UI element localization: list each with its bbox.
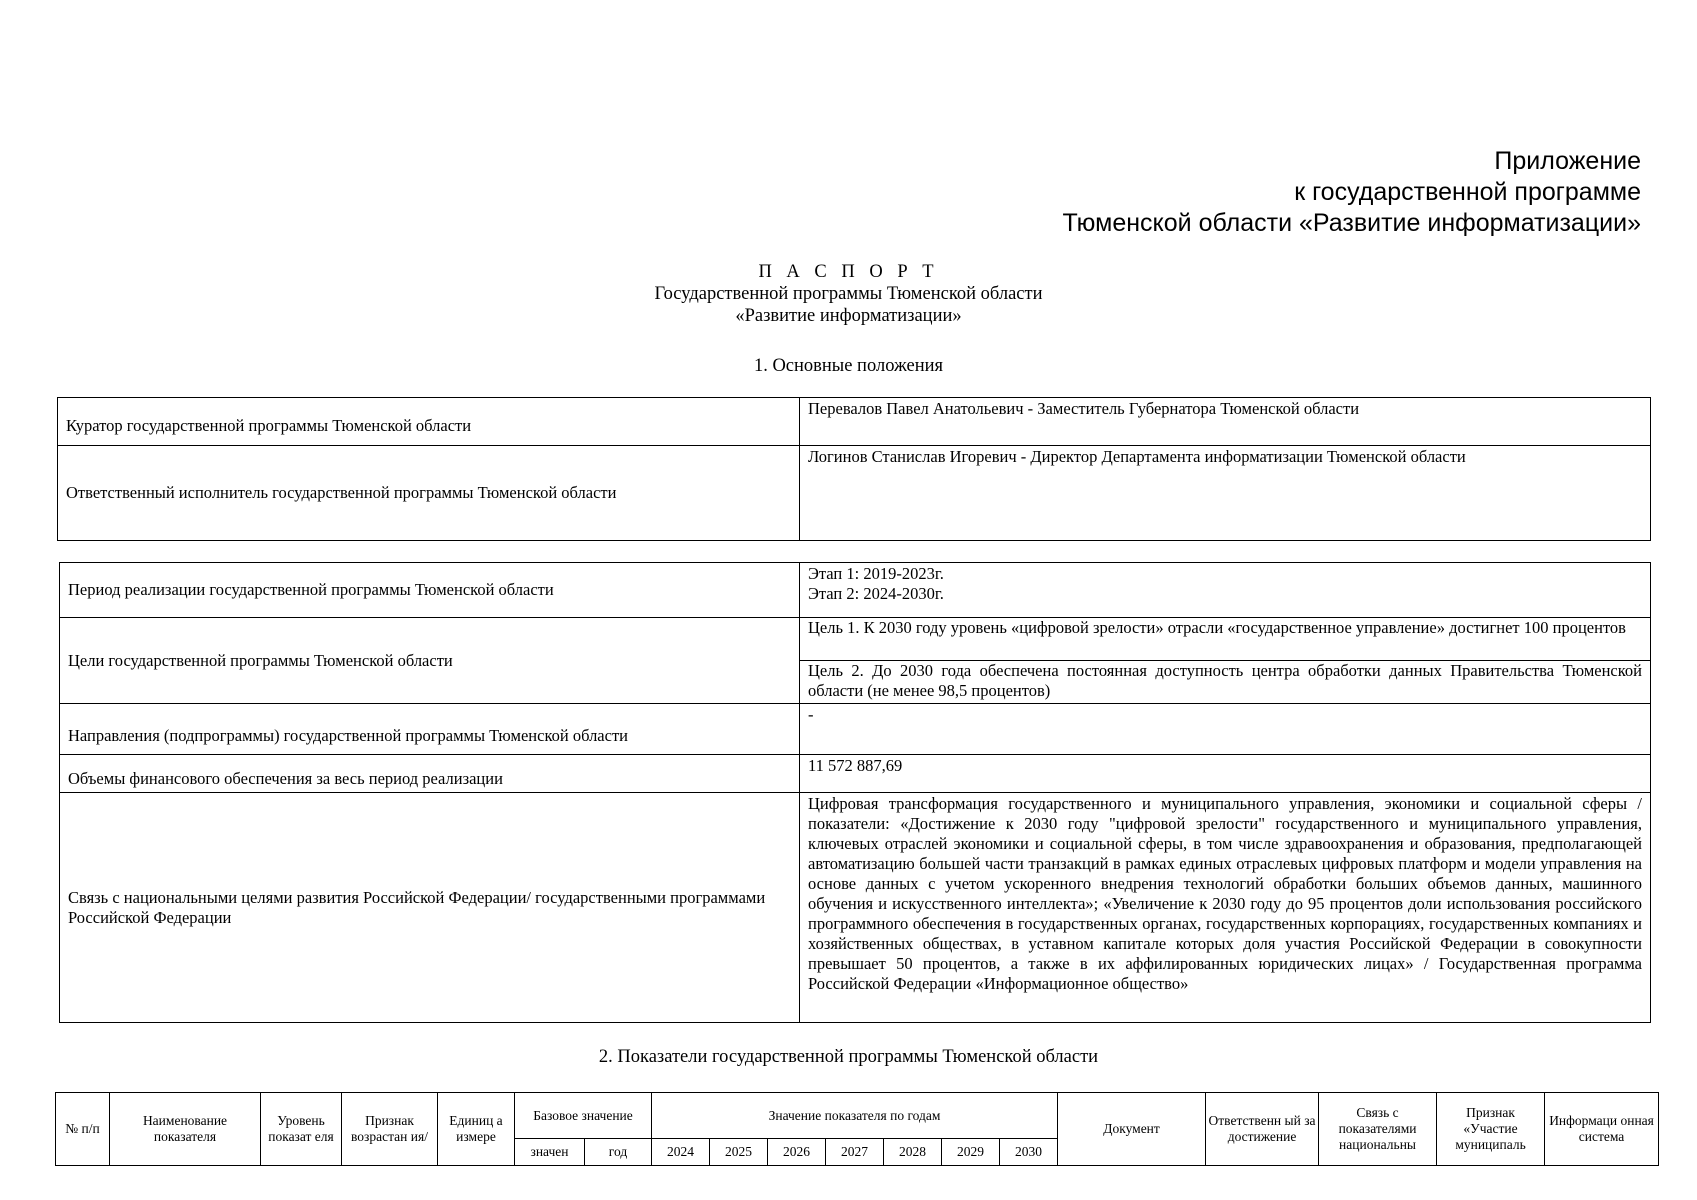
appendix-line-2: к государственной программе: [1294, 178, 1641, 206]
section-2-title: 2. Показатели государственной программы Тюменской области: [598, 1047, 1099, 1067]
passport-subtitle-2: «Развитие информатизации»: [735, 306, 962, 326]
appendix-line-3: Тюменской области «Развитие информатизации»: [1062, 209, 1641, 237]
header-year: 2025: [710, 1139, 768, 1166]
passport-subtitle-1: Государственной программы Тюменской области: [654, 284, 1043, 304]
table-row: [60, 618, 1651, 661]
header-year: 2026: [768, 1139, 826, 1166]
table-row: [60, 755, 1651, 793]
header-base-value: значен: [515, 1139, 585, 1166]
header-responsible: Ответственн ый за достижение: [1206, 1093, 1319, 1166]
header-year: 2029: [942, 1139, 1000, 1166]
period-stage-2: Этап 2: 2024-2030г.: [808, 584, 944, 603]
header-base: Базовое значение: [515, 1093, 652, 1139]
header-link: Связь с показателями национальны: [1319, 1093, 1437, 1166]
header-values-by-years: Значение показателя по годам: [652, 1093, 1058, 1139]
table-row: [60, 793, 1651, 1023]
main-provisions-table-b: [59, 562, 1651, 1023]
header-year: 2028: [884, 1139, 942, 1166]
appendix-heading: [941, 146, 1641, 239]
passport-title: П А С П О Р Т: [758, 262, 939, 282]
header-unit: Единиц а измере: [438, 1093, 515, 1166]
section-1-title: 1. Основные положения: [753, 356, 944, 376]
period-label: Период реализации государственной программы Тюменской области: [60, 563, 800, 618]
indicators-header-row: [56, 1093, 1659, 1139]
header-year: 2030: [1000, 1139, 1058, 1166]
appendix-line-1: Приложение: [1494, 147, 1641, 175]
period-stage-1: Этап 1: 2019-2023г.: [808, 564, 944, 583]
header-document: Документ: [1058, 1093, 1206, 1166]
header-name: Наименование показателя: [110, 1093, 261, 1166]
national-goals-label: Связь с национальными целями развития Российской Федерации/ государственными программами Российской Федерации: [60, 793, 800, 1023]
header-num: № п/п: [56, 1093, 110, 1166]
period-value: [800, 563, 1651, 618]
goal-2: Цель 2. До 2030 года обеспечена постоянная доступность центра обработки данных Правительства Тюменской области (не менее 98,5 процентов): [800, 661, 1651, 704]
header-year: 2027: [826, 1139, 884, 1166]
header-level: Уровень показат еля: [261, 1093, 342, 1166]
financing-label: Объемы финансового обеспечения за весь период реализации: [60, 755, 800, 793]
executor-label: Ответственный исполнитель государственной программы Тюменской области: [58, 446, 800, 541]
header-sign: Признак возрастан ия/: [342, 1093, 438, 1166]
table-row: [58, 398, 1651, 446]
passport-heading: [0, 261, 1697, 327]
financing-value: 11 572 887,69: [800, 755, 1651, 793]
executor-value: Логинов Станислав Игоревич - Директор Департамента информатизации Тюменской области: [800, 446, 1651, 541]
directions-label: Направления (подпрограммы) государственной программы Тюменской области: [60, 704, 800, 755]
goal-1: Цель 1. К 2030 году уровень «цифровой зрелости» отрасли «государственное управление» достигнет 100 процентов: [800, 618, 1651, 661]
header-base-year: год: [585, 1139, 652, 1166]
table-row: [60, 704, 1651, 755]
curator-label: Куратор государственной программы Тюменской области: [58, 398, 800, 446]
header-year: 2024: [652, 1139, 710, 1166]
header-info-system: Информаци онная система: [1545, 1093, 1659, 1166]
goals-label: Цели государственной программы Тюменской области: [60, 618, 800, 704]
directions-value: -: [800, 704, 1651, 755]
main-provisions-table-a: [57, 397, 1651, 541]
indicators-table: [55, 1092, 1659, 1166]
curator-value: Перевалов Павел Анатольевич - Заместитель Губернатора Тюменской области: [800, 398, 1651, 446]
table-row: [58, 446, 1651, 541]
national-goals-value: Цифровая трансформация государственного и муниципального управления, экономики и социальной сферы / показатели: «Достижение к 2030 году "цифровой зрелости" государственного и муниципального управления, ключевых отраслей экономики и социальной сферы, в том числе здравоохранения и образования, предполагающей автоматизацию большей части транзакций в рамках единых отраслевых цифровых платформ и модели управления на основе данных с учетом ускоренного внедрения технологий обработки больших объемов данных, машинного обучения и искусственного интеллекта»; «Увеличение к 2030 году до 95 процентов доли использования российского программного обеспечения в государственных органах, государственных корпорациях, государственных компаниях и хозяйственных обществах, в уставном капитале которых доля участия Российской Федерации в совокупности превышает 50 процентов, а также в их аффилированных юридических лицах» / Государственная программа Российской Федерации «Информационное общество»: [800, 793, 1651, 1023]
header-participation: Признак «Участие муниципаль: [1437, 1093, 1545, 1166]
table-row: [60, 563, 1651, 618]
